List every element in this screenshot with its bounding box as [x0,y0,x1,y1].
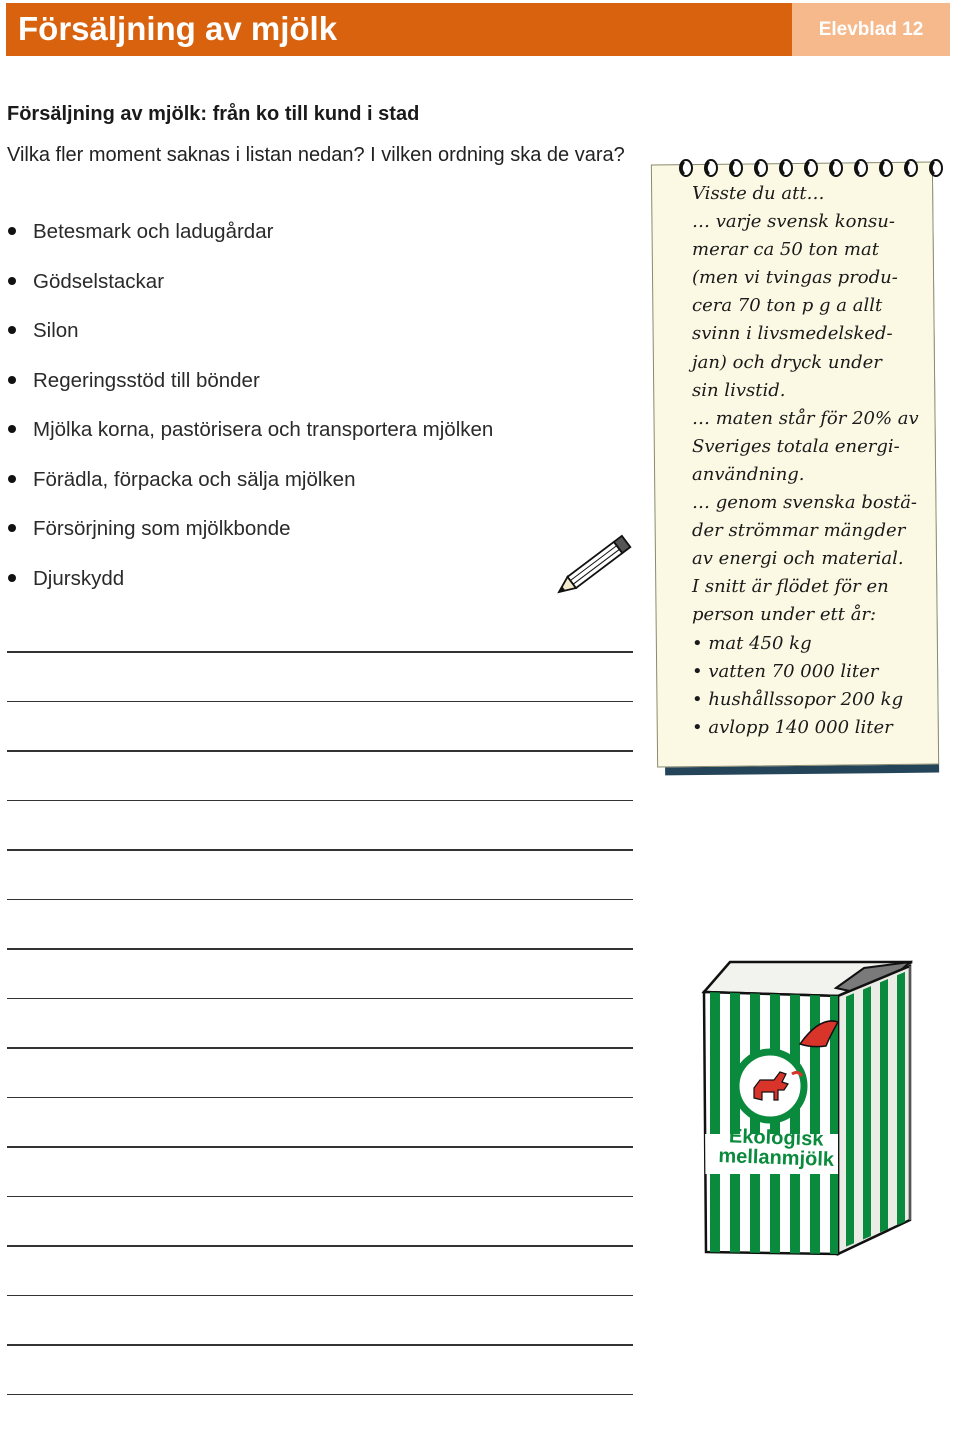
milk-carton-illustration [696,958,922,1263]
answer-line[interactable] [7,998,633,1000]
answer-line[interactable] [7,750,633,752]
note-line: … varje svensk konsu- [692,211,895,233]
note-line: jan) och dryck under [692,351,882,373]
carton-label-line1: Ekologisk [728,1125,824,1151]
worksheet-tag: Elevblad 12 [792,3,950,56]
note-line: I snitt är flödet för en [692,576,889,598]
answer-lines [7,651,633,1443]
answer-line[interactable] [7,849,633,851]
answer-line[interactable] [7,1146,633,1148]
carton-stripe [750,988,760,1258]
note-line: svinn i livsmedelsked- [692,323,893,345]
note-line: person under ett år: [692,604,877,626]
list-item: Djurskydd [7,564,493,614]
answer-line[interactable] [7,1245,633,1247]
note-line: av energi och material. [692,548,904,570]
page-header [6,3,950,56]
note-line: … genom svenska bostä- [692,492,918,514]
note-line: (men vi tvingas produ- [692,267,898,289]
carton-side-stripe [863,986,871,1239]
list-item: Mjölka korna, pastörisera och transportera mjölken [7,415,493,465]
list-item: Silon [7,316,493,366]
note-line: cera 70 ton p g a allt [692,295,883,317]
fact-note-text [692,180,937,742]
page-title: Försäljning av mjölk [18,10,338,47]
answer-line[interactable] [7,948,633,950]
answer-line[interactable] [7,1295,633,1297]
list-item: Försörjning som mjölkbonde [7,514,493,564]
answer-line[interactable] [7,651,633,653]
note-line: merar ca 50 ton mat [692,239,879,261]
answer-line[interactable] [7,1394,633,1396]
note-line: Sveriges totala energi- [692,435,900,457]
carton-side-stripe [846,993,854,1246]
carton-side-stripe [880,979,888,1232]
answer-line[interactable] [7,1047,633,1049]
note-line: användning. [692,463,805,485]
carton-label-line2: mellanmjölk [718,1144,835,1172]
section-subtitle: Försäljning av mjölk: från ko till kund i stad [7,103,420,125]
list-item: Förädla, förpacka och sälja mjölken [7,465,493,515]
bullet-list [7,217,493,613]
note-line: Visste du att… [692,183,825,204]
list-item: Regeringsstöd till bönder [7,366,493,416]
carton-stripe [710,988,720,1258]
intro-question: Vilka fler moment saknas i listan nedan? I vilken ordning ska de vara? [7,144,625,166]
carton-stripe [730,988,740,1258]
pencil-icon [555,532,635,601]
list-item: Gödselstackar [7,267,493,317]
note-line: • vatten 70 000 liter [692,660,879,682]
answer-line[interactable] [7,800,633,802]
list-item: Betesmark och ladugårdar [7,217,493,267]
note-line: sin livstid. [692,379,786,401]
note-line: der strömmar mängder [692,520,906,542]
note-line: … maten står för 20% av [692,407,919,429]
answer-line[interactable] [7,1196,633,1198]
note-line: • hushållssopor 200 kg [692,688,904,710]
carton-side-stripe [897,972,905,1225]
answer-line[interactable] [7,899,633,901]
note-line: • mat 450 kg [692,632,812,654]
carton-stripe [790,988,800,1258]
answer-line[interactable] [7,1097,633,1099]
note-line: • avlopp 140 000 liter [692,716,893,738]
answer-line[interactable] [7,701,633,703]
answer-line[interactable] [7,1344,633,1346]
